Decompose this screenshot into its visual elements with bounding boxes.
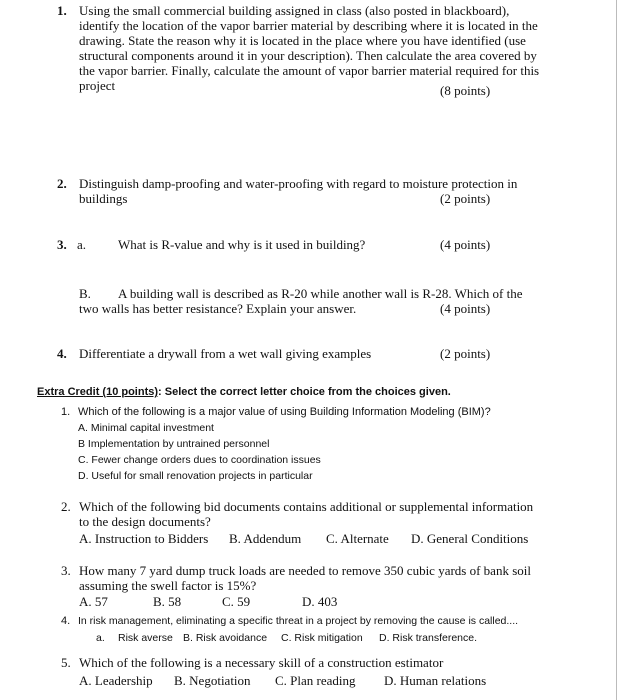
question-number: 5. [61, 655, 71, 670]
question-number: 3. [57, 237, 67, 252]
option-c: C. Fewer change orders dues to coordination issues [78, 454, 321, 466]
option-c: C. Plan reading [275, 673, 356, 688]
text-line: buildings [79, 191, 128, 206]
option-d: D. Useful for small renovation projects in particular [78, 470, 313, 482]
text-line: assuming the swell factor is 15%? [79, 578, 257, 593]
question-number: 1. [57, 3, 67, 18]
extra-credit-instructions: : Select the correct letter choice from the choices given. [158, 386, 451, 398]
extra-credit-heading [37, 386, 451, 398]
option-b: B Implementation by untrained personnel [78, 438, 270, 450]
question-number: 4. [61, 615, 71, 627]
option-d: D. Human relations [384, 673, 487, 688]
option-d: D. General Conditions [411, 531, 529, 546]
question-number: 2. [57, 176, 67, 191]
subquestion-text: A building wall is described as R-20 while another wall is R-28. Which of the [118, 286, 523, 301]
question-text [79, 499, 579, 529]
question-text: Which of the following is a necessary skill of a construction estimator [79, 655, 444, 670]
points-label: (8 points) [440, 83, 491, 98]
option-list [78, 420, 321, 484]
subquestion-label: B. [79, 286, 91, 301]
option-d: D. 403 [302, 594, 338, 609]
points-label: (2 points) [440, 191, 491, 206]
option-a: A. Minimal capital investment [78, 422, 214, 434]
page-edge [616, 0, 617, 700]
option-a: A. Instruction to Bidders [79, 531, 209, 546]
option-d: D. Risk transference. [379, 632, 478, 644]
option-marker: a. [96, 632, 105, 644]
text-line: How many 7 yard dump truck loads are needed to remove 350 cubic yards of bank soil [79, 563, 531, 578]
option-b: B. Addendum [229, 531, 302, 546]
option-c: C. 59 [222, 594, 251, 609]
question-number: 3. [61, 563, 71, 578]
option-a: A. Leadership [79, 673, 153, 688]
option-a: A. 57 [79, 594, 108, 609]
subquestion-text: What is R-value and why is it used in building? [118, 237, 366, 252]
text-line: to the design documents? [79, 514, 211, 529]
question-text: Differentiate a drywall from a wet wall giving examples [79, 346, 372, 361]
option-c: C. Alternate [326, 531, 389, 546]
question-number: 1. [61, 406, 71, 418]
text-line: the vapor barrier. Finally, calculate the amount of vapor barrier material required for this [79, 63, 540, 78]
text-line: Using the small commercial building assigned in class (also posted in blackboard), [79, 3, 510, 18]
extra-credit-title: Extra Credit (10 points) [37, 386, 159, 398]
points-label: (2 points) [440, 346, 491, 361]
text-line: Which of the following bid documents contains additional or supplemental information [79, 499, 534, 514]
question-text [79, 563, 579, 593]
points-label: (4 points) [440, 237, 491, 252]
text-line: project [79, 78, 116, 93]
question-text: Which of the following is a major value of using Building Information Modeling (BIM)? [78, 406, 491, 418]
text-line: Distinguish damp-proofing and water-proofing with regard to moisture protection in [79, 176, 518, 191]
text-line: identify the location of the vapor barrier material by describing where it is located in the [79, 18, 538, 33]
subquestion-label: a. [77, 237, 87, 252]
question-text [79, 3, 579, 93]
subquestion-text: two walls has better resistance? Explain your answer. [79, 301, 357, 316]
option-c: C. Risk mitigation [281, 632, 363, 644]
option-b: B. Risk avoidance [183, 632, 268, 644]
points-label: (4 points) [440, 301, 491, 316]
option-b: B. Negotiation [174, 673, 251, 688]
text-line: drawing. State the reason why it is located in the place where you have identified (use [79, 33, 526, 48]
question-number: 2. [61, 499, 71, 514]
question-text: In risk management, eliminating a specific threat in a project by removing the cause is called.... [78, 615, 519, 627]
option-a: Risk averse [118, 632, 173, 644]
text-line: structural components around it in your description). Then calculate the area covered by [79, 48, 537, 63]
option-b: B. 58 [153, 594, 182, 609]
question-number: 4. [57, 346, 67, 361]
